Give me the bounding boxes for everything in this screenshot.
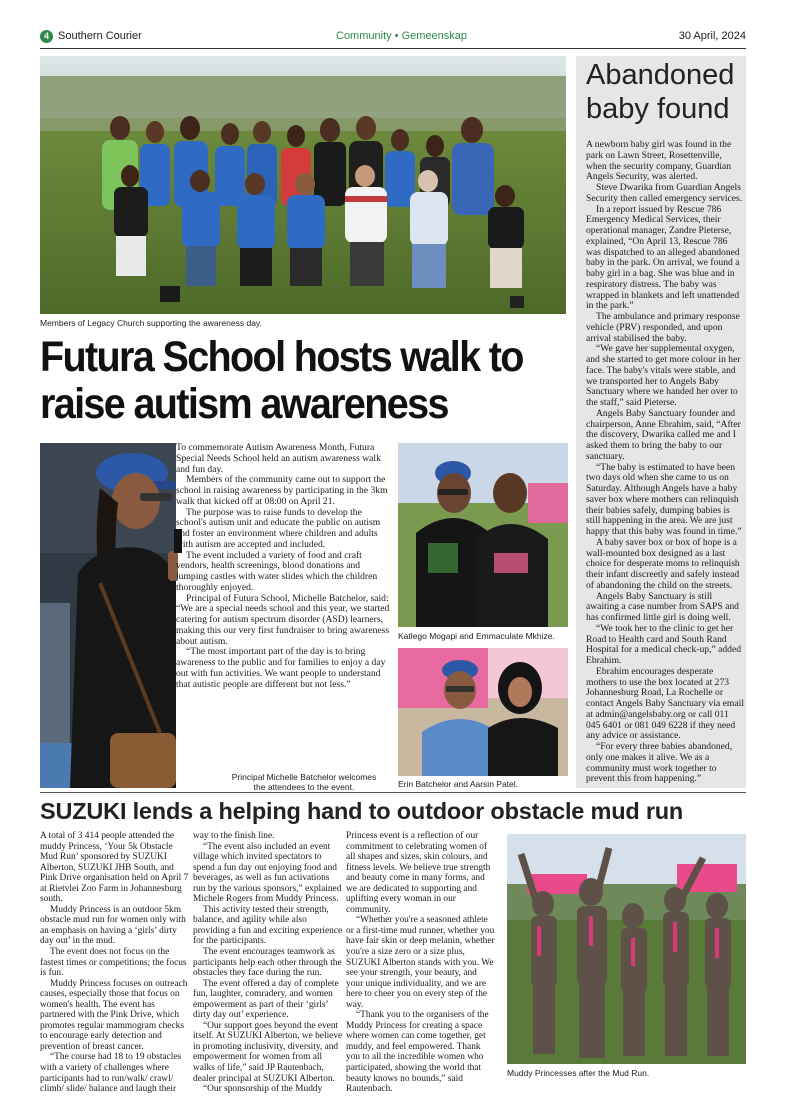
sidebar-headline-line1: Abandoned bbox=[586, 59, 735, 91]
mud-photo-caption: Muddy Princesses after the Mud Run. bbox=[507, 1068, 650, 1078]
futura-headline-line2: raise autism awareness bbox=[40, 380, 448, 428]
suzuki-paragraph: “Our sponsorship of the Muddy bbox=[203, 1084, 323, 1095]
suzuki-paragraph: way to the finish line. bbox=[193, 831, 275, 841]
mogapi-mkhize-photo bbox=[398, 443, 568, 627]
suzuki-paragraph: The event encourages teamwork as participants help each other through the obstacles they face during the run. bbox=[193, 947, 342, 979]
sidebar-paragraph: A baby saver box or box of hope is a wall-mounted box designed as a last choice for desperate moms to relinquish their infant discreetly and safely instead of abandoning the child on the streets. bbox=[586, 536, 740, 591]
sidebar-article-body bbox=[586, 140, 744, 785]
futura-headline-line1: Futura School hosts walk to bbox=[40, 333, 523, 381]
section-name: Community • Gemeenskap bbox=[336, 30, 468, 42]
futura-paragraph: The event included a variety of food and craft vendors, health screenings, blood donations and jumping castles with water slides which the children thoroughly enjoyed. bbox=[176, 549, 378, 593]
suzuki-column-3 bbox=[346, 831, 496, 1095]
suzuki-paragraph: Princess event is a reflection of our commitment to celebrating women of all shapes and sizes, skin colours, and fitness levels. We believe true strength and beauty come in many forms, and we are dedicated to supporting and uplifting every woman in our community. bbox=[346, 831, 491, 915]
suzuki-paragraph: “Whether you're a seasoned athlete or a first-time mud runner, whether you have fair skin or deep melanin, whether you're a size zero or a size plus, SUZUKI Alberton stands with you. We see your strength, your beauty, and your unique individuality, and we are here to cheer you on every step of the way. bbox=[346, 915, 495, 1010]
futura-headline bbox=[40, 334, 532, 428]
principal-caption-line1: Principal Michelle Batchelor welcomes bbox=[231, 772, 377, 782]
sidebar-paragraph: A newborn baby girl was found in the park on Lawn Street, Rosettenville, when the security company, Guardian Angels Security, was alerted. bbox=[586, 139, 732, 183]
principal-photo bbox=[40, 443, 176, 788]
suzuki-paragraph: The event offered a day of complete fun, laughter, comradery, and women empowerment as part of their ‘girls’ dirty day out’ experience. bbox=[193, 978, 339, 1021]
suzuki-paragraph: “The course had 18 to 19 obstacles with a variety of challenges where participants had to run/walk/ crawl/ climb/ slide/ balance and laugh their bbox=[40, 1052, 182, 1095]
issue-date: 30 April, 2024 bbox=[678, 30, 746, 42]
page-number: 4 bbox=[40, 30, 53, 43]
sidebar-paragraph: Angels Baby Sanctuary founder and chairperson, Anne Ebrahim, said, “After the discovery, Dwarika called me and I asked them to bring the baby to our sanctuary. bbox=[586, 407, 741, 462]
publication-name: Southern Courier bbox=[58, 30, 142, 42]
sidebar-paragraph: Ebrahim encourages desperate mothers to use the box located at 273 Johannesburg Road, La Rochelle or contact Angels Baby Sanctuary via email at admin@angelsbaby.org or call 011 045 6401 or 081 049 6228 if they need any advice or assistance. bbox=[586, 665, 744, 742]
suzuki-paragraph: “Thank you to the organisers of the Muddy Princess for creating a space where women can come together, get muddy, and feel empowered. Thank you to all the incredible women who participated, showing the world that beauty knows no bounds,” said Rautenbach. bbox=[346, 1010, 489, 1095]
sidebar-paragraph: “We took her to the clinic to get her Road to Health card and South Rand Hospital for a medical check-up,” added Ebrahim. bbox=[586, 622, 742, 666]
suzuki-paragraph: A total of 3 414 people attended the muddy Princess, ‘Your 5k Obstacle Mud Run’ sponsored by SUZUKI Alberton, SUZUKI JHB South, and Pink Drive organisation held on April 7 at Rietvlei Zoo Farm in Johannesburg south. bbox=[40, 831, 189, 905]
suzuki-paragraph: “The event also included an event village which invited spectators to spend a fun day out enjoying food and beverages, as well as fun activations run by the various sponsors,” explained Michele Rogers from Muddy Princess. bbox=[193, 841, 342, 905]
suzuki-paragraph: Muddy Princess is an outdoor 5km obstacle mud run for women only with an emphasis on having a ‘girls’ dirty day out’ in the mud. bbox=[40, 904, 186, 947]
principal-caption-line2: the attendees to the event. bbox=[253, 782, 355, 792]
sidebar-paragraph: Angels Baby Sanctuary is still awaiting a case number from SAPS and has confirmed little girl is doing well. bbox=[586, 590, 739, 623]
section-divider bbox=[40, 792, 746, 793]
header-rule bbox=[40, 48, 746, 49]
mud-run-photo bbox=[507, 834, 746, 1064]
sidebar-paragraph: “For every three babies abandoned, only one makes it alive. We as a community must work together to prevent this from happening.” bbox=[586, 741, 733, 785]
suzuki-paragraph: “Our support goes beyond the event itself. At SUZUKI Alberton, we believe in promoting inclusivity, diversity, and empowerment for women from all walks of life,” said JP Rautenbach, dealer principal at SUZUKI Alberton. bbox=[193, 1020, 343, 1084]
suzuki-column-1 bbox=[40, 831, 190, 1095]
sidebar-headline bbox=[586, 58, 746, 126]
right-photo2-caption: Erin Batchelor and Aarsin Patel. bbox=[398, 779, 519, 789]
sidebar-paragraph: In a report issued by Rescue 786 Emergency Medical Services, their operational manager, Zandre Pieterse, explained, “On April 13, Rescue 786 was dispatched to an alleged abandoned baby in the park. On arrival, we found a baby girl in a bag. She was blue and in respiratory distress. The baby was wrapped in blankets and left unattended in the park.” bbox=[586, 203, 740, 312]
futura-paragraph: The purpose was to raise funds to develop the school's autism unit and educate the public on autism and foster an environment where children and adults with autism are accepted and included. bbox=[176, 506, 381, 550]
futura-article-body bbox=[176, 443, 394, 785]
batchelor-patel-photo bbox=[398, 648, 568, 776]
suzuki-headline: SUZUKI lends a helping hand to outdoor obstacle mud run bbox=[40, 798, 684, 824]
sidebar-headline-line2: baby found bbox=[586, 93, 730, 125]
sidebar-paragraph: Steve Dwarika from Guardian Angels Security then called emergency services. bbox=[586, 182, 743, 204]
sidebar-paragraph: “The baby is estimated to have been two days old when she came to us on Saturday. Although Angels have a baby saver box where mothers can relinquish their babies safely, dumping babies is still happening in the area. We are just happy that this baby was found in time.” bbox=[586, 461, 742, 537]
futura-paragraph: “The most important part of the day is to bring awareness to the public and for families to enjoy a day out with fun activities. We want people to understand that autistic people are different but not less.” bbox=[176, 646, 386, 690]
top-photo-caption: Members of Legacy Church supporting the awareness day. bbox=[40, 318, 262, 328]
suzuki-paragraph: This activity tested their strength, balance, and agility while also providing a fun and exciting experience for the participants. bbox=[193, 904, 343, 947]
futura-paragraph: To commemorate Autism Awareness Month, Futura Special Needs School held an autism awareness walk and fun day. bbox=[176, 442, 381, 475]
sidebar-paragraph: “We gave her supplemental oxygen, and she started to get more colour in her face. The baby's vitals were stable, and we transported her to Angels Baby Sanctuary where we handed her over to the staff,” said Pieterse. bbox=[586, 343, 741, 408]
suzuki-column-2 bbox=[193, 831, 343, 1095]
church-group-photo bbox=[40, 56, 566, 314]
futura-paragraph: Members of the community came out to support the school in raising awareness by participating in the 3km walk that kicked off at 08:00 on April 21. bbox=[176, 474, 388, 507]
futura-paragraph: Principal of Futura School, Michelle Batchelor, said: “We are a special needs school and this year, we started catering for autism spectrum disorder (ASD) learners, making this our very first fundraiser to bring awareness about autism. bbox=[176, 592, 390, 647]
suzuki-paragraph: Muddy Princess focuses on outreach causes, especially those that focus on women's health. The event has partnered with the Pink Drive, which promotes regular mammogram checks to encourage early detection and prevention of breast cancer. bbox=[40, 978, 188, 1052]
right-photo1-caption: Katlego Mogapi and Emmaculate Mkhize. bbox=[398, 631, 555, 641]
suzuki-paragraph: The event does not focus on the fastest times or competitions; the focus is fun. bbox=[40, 947, 187, 979]
page-header bbox=[40, 28, 746, 46]
sidebar-paragraph: The ambulance and primary response vehicle (PRV) responded, and upon arrival stabilised the baby. bbox=[586, 311, 740, 344]
